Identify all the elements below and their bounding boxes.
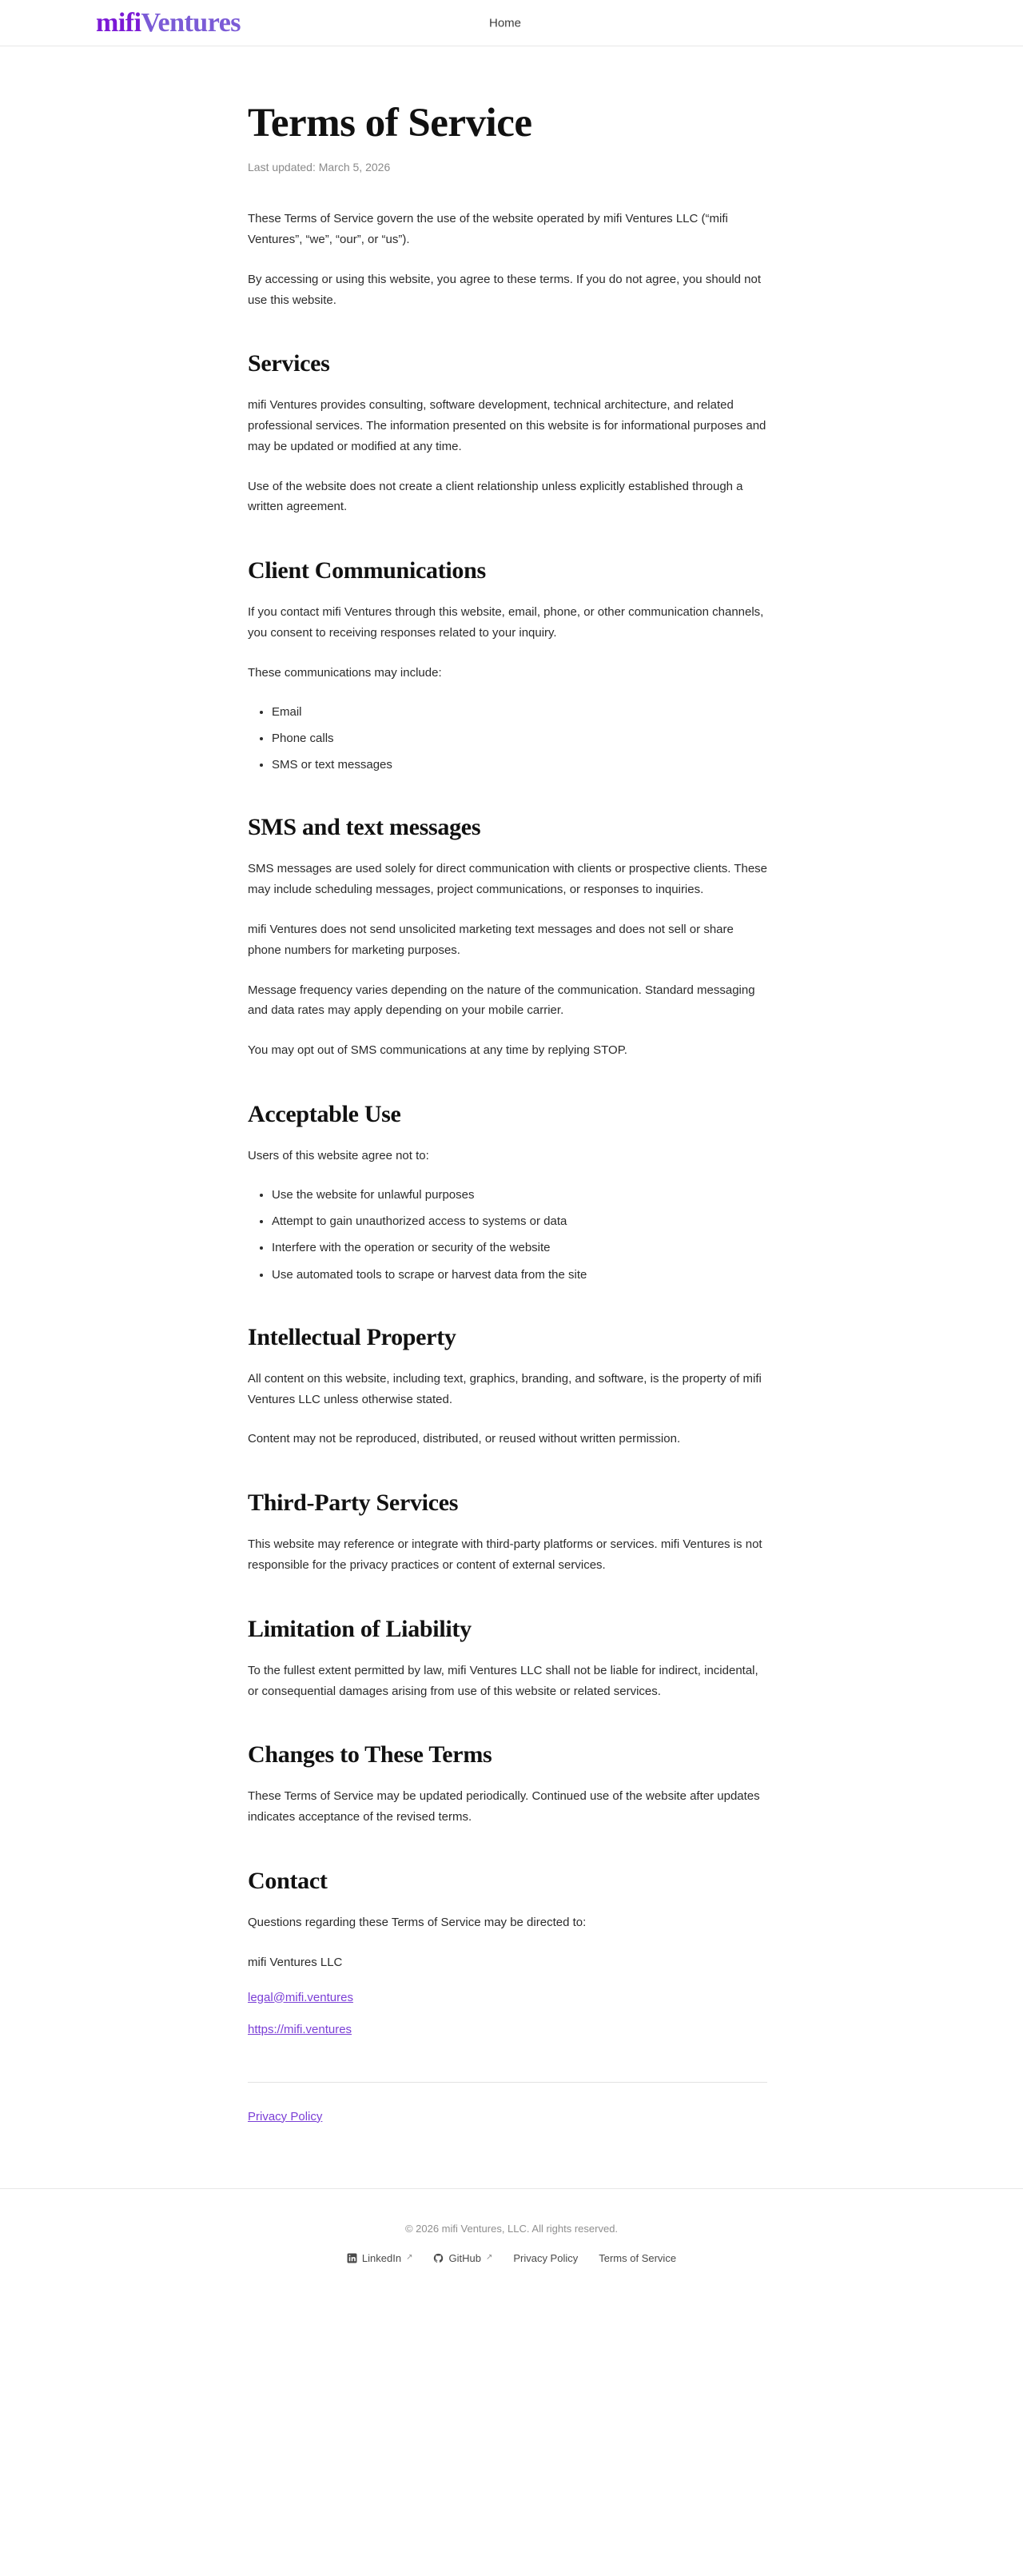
footer-links xyxy=(0,2252,1023,2264)
main-nav xyxy=(489,16,521,30)
section-paragraph: mifi Ventures provides consulting, software development, technical architecture, and related professional services. The information presented on this website is for informational purposes and may be updated or modified at any time. xyxy=(248,398,766,453)
section-paragraph: These Terms of Service may be updated periodically. Continued use of the website after updates indicates acceptance of the revised terms. xyxy=(248,1789,760,1824)
page-body xyxy=(0,46,1023,2188)
section-heading-acceptable-use: Acceptable Use xyxy=(248,1101,401,1127)
site-footer xyxy=(0,2188,1023,2296)
footer-link-label: LinkedIn xyxy=(361,2251,402,2264)
divider xyxy=(248,2082,767,2083)
contact-email-row xyxy=(248,1991,767,2005)
section-paragraph: Message frequency varies depending on the nature of the communication. Standard messaging and data rates may apply depending on your mobile carrier. xyxy=(248,983,755,1018)
external-link-icon: ↗ xyxy=(406,2253,413,2263)
last-updated: Last updated: March 5, 2026 xyxy=(248,161,391,174)
section-paragraph: This website may reference or integrate with third-party platforms or services. mifi Ventures is not responsible for the privacy practices or content of external services. xyxy=(248,1537,762,1572)
logo-text-secondary: Ventures xyxy=(141,7,241,38)
communications-list xyxy=(248,703,767,775)
list-item: • Interfere with the operation or security of the website xyxy=(272,1238,767,1257)
logo-text-primary: mifi xyxy=(96,7,141,38)
footer-link-github[interactable] xyxy=(433,2252,492,2264)
footer-link-label: Privacy Policy xyxy=(513,2251,579,2264)
contact-website-link[interactable]: https://mifi.ventures xyxy=(248,2022,352,2036)
section-paragraph: mifi Ventures does not send unsolicited marketing text messages and does not sell or share phone numbers for marketing purposes. xyxy=(248,923,734,957)
intro-paragraph: By accessing or using this website, you agree to these terms. If you do not agree, you should not use this website. xyxy=(248,272,762,307)
list-item: • Email xyxy=(272,703,767,721)
section-heading-services: Services xyxy=(248,350,330,377)
document-content xyxy=(248,46,767,2124)
nav-item-home[interactable]: Home xyxy=(489,16,522,30)
section-heading-contact: Contact xyxy=(248,1867,328,1894)
section-paragraph: SMS messages are used solely for direct communication with clients or prospective clients. These may include scheduling messages, project communications, or responses to inquiries. xyxy=(248,862,768,897)
section-heading-third-party-services: Third-Party Services xyxy=(248,1489,459,1517)
section-heading-changes: Changes to These Terms xyxy=(248,1741,492,1769)
list-item: • Use the website for unlawful purposes xyxy=(272,1186,767,1204)
footer-link-terms-of-service[interactable] xyxy=(599,2252,676,2264)
page-title: Terms of Service xyxy=(248,101,532,146)
github-icon xyxy=(433,2253,444,2263)
section-paragraph: All content on this website, including text, graphics, branding, and software, is the property of mifi Ventures LLC unless otherwise stated. xyxy=(248,1371,762,1406)
site-logo[interactable] xyxy=(96,8,241,38)
list-item: • Attempt to gain unauthorized access to systems or data xyxy=(272,1212,767,1230)
footer-link-privacy-policy[interactable] xyxy=(513,2252,578,2264)
bottom-link-row xyxy=(248,2110,767,2124)
linkedin-icon xyxy=(347,2253,357,2263)
footer-link-label: GitHub xyxy=(448,2251,481,2264)
contact-entity: mifi Ventures LLC xyxy=(248,1955,343,1969)
footer-link-label: Terms of Service xyxy=(599,2251,677,2264)
list-item: • Phone calls xyxy=(272,729,767,748)
privacy-policy-link[interactable]: Privacy Policy xyxy=(248,2109,323,2123)
site-header xyxy=(0,0,1023,46)
contact-intro: Questions regarding these Terms of Service may be directed to: xyxy=(248,1915,587,1929)
intro-paragraph: These Terms of Service govern the use of the website operated by mifi Ventures LLC (“mifi Ventures”, “we”, “our”, or “us”). xyxy=(248,212,728,246)
section-paragraph: Use of the website does not create a client relationship unless explicitly established through a written agreement. xyxy=(248,479,743,514)
section-heading-limitation-of-liability: Limitation of Liability xyxy=(248,1615,472,1642)
external-link-icon: ↗ xyxy=(485,2253,493,2263)
list-item: • Use automated tools to scrape or harvest data from the site xyxy=(272,1266,767,1284)
section-heading-intellectual-property: Intellectual Property xyxy=(248,1323,456,1350)
section-paragraph: These communications may include: xyxy=(248,665,442,680)
section-heading-client-communications: Client Communications xyxy=(248,557,486,584)
section-paragraph: Users of this website agree not to: xyxy=(248,1149,429,1162)
acceptable-use-list xyxy=(248,1186,767,1284)
copyright-text: © 2026 mifi Ventures, LLC. All rights reserved. xyxy=(404,2222,619,2235)
section-paragraph: Content may not be reproduced, distributed, or reused without written permission. xyxy=(248,1432,681,1446)
contact-email-link[interactable]: legal@mifi.ventures xyxy=(248,1990,353,2004)
section-paragraph: You may opt out of SMS communications at any time by replying STOP. xyxy=(248,1043,627,1058)
list-item: • SMS or text messages xyxy=(272,756,767,774)
section-paragraph: To the fullest extent permitted by law, mifi Ventures LLC shall not be liable for indirect, incidental, or consequential damages arising from use of this website or related services. xyxy=(248,1663,758,1698)
footer-link-linkedin[interactable] xyxy=(347,2252,413,2264)
contact-website-row xyxy=(248,2023,767,2037)
section-heading-sms: SMS and text messages xyxy=(248,814,481,841)
section-paragraph: If you contact mifi Ventures through this website, email, phone, or other communication channels, you consent to receiving responses related to your inquiry. xyxy=(248,605,764,640)
